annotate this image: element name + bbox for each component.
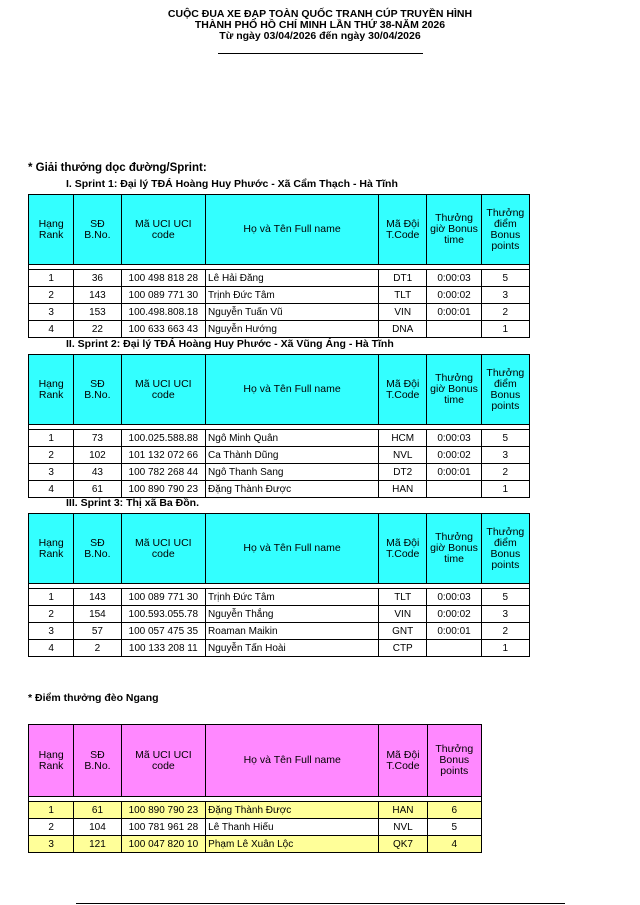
- team-cell: CTP: [379, 640, 427, 657]
- col-time-header: Thưởng giờ Bonus time: [427, 195, 481, 265]
- table-row: [29, 287, 530, 304]
- uci-cell: 100.498.808.18: [121, 304, 206, 321]
- sprint-title: I. Sprint 1: Đại lý TĐÁ Hoàng Huy Phước - Xã Cẩm Thạch - Hà Tĩnh: [66, 178, 398, 190]
- rank-cell: 3: [29, 623, 74, 640]
- name-cell: Nguyễn Thắng: [206, 606, 379, 623]
- table-row: [29, 481, 530, 498]
- table-row: [29, 836, 482, 853]
- bonus-time-cell: 0:00:01: [427, 464, 481, 481]
- name-cell: Trịnh Đức Tâm: [206, 589, 379, 606]
- team-cell: QK7: [379, 836, 427, 853]
- uci-cell: 100 781 961 28: [121, 819, 206, 836]
- bonus-time-cell: 0:00:02: [427, 447, 481, 464]
- bib-cell: 61: [74, 481, 121, 498]
- kom-section-title: * Điểm thưởng đèo Ngang: [28, 692, 159, 704]
- col-team-header: Mã Đội T.Code: [379, 514, 427, 584]
- bib-cell: 154: [74, 606, 121, 623]
- header-divider: [218, 53, 423, 54]
- rank-cell: 3: [29, 304, 74, 321]
- bib-cell: 121: [74, 836, 121, 853]
- team-cell: VIN: [379, 606, 427, 623]
- bonus-points-cell: 5: [481, 270, 529, 287]
- kom-table: [28, 724, 482, 853]
- col-bib-header: SĐ B.No.: [74, 725, 121, 797]
- name-cell: Đặng Thành Được: [206, 481, 379, 498]
- table-row: [29, 640, 530, 657]
- col-rank-header: Hạng Rank: [29, 725, 74, 797]
- sprint-table-header: [29, 514, 530, 584]
- bonus-points-cell: 3: [481, 287, 529, 304]
- col-points-header: Thưởng điểm Bonus points: [481, 514, 529, 584]
- bib-cell: 102: [74, 447, 121, 464]
- event-title: CUỘC ĐUA XE ĐẠP TOÀN QUỐC TRANH CÚP TRUYỀN HÌNH: [167, 8, 473, 20]
- bonus-points-cell: 5: [481, 430, 529, 447]
- team-cell: VIN: [379, 304, 427, 321]
- name-cell: Nguyễn Hướng: [206, 321, 379, 338]
- col-team-header: Mã Đội T.Code: [379, 725, 427, 797]
- name-cell: Ngô Thanh Sang: [206, 464, 379, 481]
- col-uci-header: Mã UCI UCI code: [121, 514, 206, 584]
- name-cell: Lê Hải Đăng: [206, 270, 379, 287]
- bonus-points-cell: 1: [481, 321, 529, 338]
- col-name-header: Họ và Tên Full name: [206, 195, 379, 265]
- col-points-header: Thưởng Bonus points: [427, 725, 481, 797]
- rank-cell: 4: [29, 640, 74, 657]
- uci-cell: 100.593.055.78: [121, 606, 206, 623]
- sprint-table-header: [29, 195, 530, 265]
- col-team-header: Mã Đội T.Code: [379, 355, 427, 425]
- name-cell: Phạm Lê Xuân Lộc: [206, 836, 379, 853]
- table-row: [29, 321, 530, 338]
- col-points-header: Thưởng điểm Bonus points: [481, 355, 529, 425]
- event-subtitle: THÀNH PHỐ HỒ CHÍ MINH LẦN THỨ 38-NĂM 2026: [194, 19, 446, 31]
- bib-cell: 73: [74, 430, 121, 447]
- uci-cell: 100 633 663 43: [121, 321, 206, 338]
- rank-cell: 2: [29, 819, 74, 836]
- bonus-points-cell: 5: [481, 589, 529, 606]
- bib-cell: 22: [74, 321, 121, 338]
- sprint-title: III. Sprint 3: Thị xã Ba Đồn.: [66, 497, 200, 509]
- bonus-time-cell: 0:00:03: [427, 589, 481, 606]
- bonus-points-cell: 1: [481, 481, 529, 498]
- col-rank-header: Hạng Rank: [29, 195, 74, 265]
- col-name-header: Họ và Tên Full name: [206, 514, 379, 584]
- rank-cell: 1: [29, 270, 74, 287]
- col-name-header: Họ và Tên Full name: [206, 725, 379, 797]
- bonus-time-cell: 0:00:02: [427, 606, 481, 623]
- name-cell: Nguyễn Tấn Hoài: [206, 640, 379, 657]
- bib-cell: 43: [74, 464, 121, 481]
- rank-cell: 4: [29, 321, 74, 338]
- bonus-time-cell: 0:00:01: [427, 623, 481, 640]
- rank-cell: 3: [29, 464, 74, 481]
- team-cell: HCM: [379, 430, 427, 447]
- col-bib-header: SĐ B.No.: [74, 355, 121, 425]
- rank-cell: 2: [29, 287, 74, 304]
- uci-cell: 100 890 790 23: [121, 481, 206, 498]
- uci-cell: 100 133 208 11: [121, 640, 206, 657]
- name-cell: Roaman Maikin: [206, 623, 379, 640]
- table-row: [29, 430, 530, 447]
- name-cell: Lê Thanh Hiếu: [206, 819, 379, 836]
- rank-cell: 1: [29, 802, 74, 819]
- bib-cell: 143: [74, 589, 121, 606]
- table-row: [29, 270, 530, 287]
- name-cell: Đặng Thành Được: [206, 802, 379, 819]
- bonus-time-cell: 0:00:03: [427, 270, 481, 287]
- col-rank-header: Hạng Rank: [29, 355, 74, 425]
- bib-cell: 2: [74, 640, 121, 657]
- uci-cell: 100 498 818 28: [121, 270, 206, 287]
- sprint-table: [28, 194, 530, 338]
- team-cell: DNA: [379, 321, 427, 338]
- team-cell: HAN: [379, 481, 427, 498]
- uci-cell: 100 047 820 10: [121, 836, 206, 853]
- col-uci-header: Mã UCI UCI code: [121, 195, 206, 265]
- rank-cell: 4: [29, 481, 74, 498]
- team-cell: TLT: [379, 287, 427, 304]
- col-team-header: Mã Đội T.Code: [379, 195, 427, 265]
- team-cell: TLT: [379, 589, 427, 606]
- sprint-title: II. Sprint 2: Đại lý TĐÁ Hoàng Huy Phước - Xã Vũng Áng - Hà Tĩnh: [66, 338, 394, 350]
- sprint-table: [28, 354, 530, 498]
- rank-cell: 2: [29, 606, 74, 623]
- bib-cell: 143: [74, 287, 121, 304]
- name-cell: Trịnh Đức Tâm: [206, 287, 379, 304]
- name-cell: Ngô Minh Quân: [206, 430, 379, 447]
- bonus-time-cell: 0:00:03: [427, 430, 481, 447]
- event-dates: Từ ngày 03/04/2026 đến ngày 30/04/2026: [219, 30, 421, 42]
- bonus-points-cell: 2: [481, 464, 529, 481]
- bonus-points-cell: 5: [427, 819, 481, 836]
- bonus-time-cell: [427, 321, 481, 338]
- uci-cell: 100 057 475 35: [121, 623, 206, 640]
- team-cell: GNT: [379, 623, 427, 640]
- table-row: [29, 802, 482, 819]
- kom-table-header: [29, 725, 482, 797]
- uci-cell: 100 890 790 23: [121, 802, 206, 819]
- uci-cell: 100 089 771 30: [121, 589, 206, 606]
- table-row: [29, 447, 530, 464]
- rank-cell: 1: [29, 430, 74, 447]
- uci-cell: 100.025.588.88: [121, 430, 206, 447]
- bonus-time-cell: 0:00:01: [427, 304, 481, 321]
- bib-cell: 153: [74, 304, 121, 321]
- rank-cell: 2: [29, 447, 74, 464]
- sprint-table-header: [29, 355, 530, 425]
- sprint-table: [28, 513, 530, 657]
- bonus-points-cell: 2: [481, 623, 529, 640]
- col-rank-header: Hạng Rank: [29, 514, 74, 584]
- table-row: [29, 464, 530, 481]
- col-name-header: Họ và Tên Full name: [206, 355, 379, 425]
- col-uci-header: Mã UCI UCI code: [121, 355, 206, 425]
- bonus-time-cell: [427, 481, 481, 498]
- bib-cell: 61: [74, 802, 121, 819]
- bonus-points-cell: 3: [481, 606, 529, 623]
- col-bib-header: SĐ B.No.: [74, 195, 121, 265]
- bonus-points-cell: 3: [481, 447, 529, 464]
- col-time-header: Thưởng giờ Bonus time: [427, 514, 481, 584]
- team-cell: DT1: [379, 270, 427, 287]
- bonus-points-cell: 2: [481, 304, 529, 321]
- bib-cell: 57: [74, 623, 121, 640]
- sprint-section-title: * Giải thưởng dọc đường/Sprint:: [28, 162, 207, 174]
- team-cell: NVL: [379, 447, 427, 464]
- col-points-header: Thưởng điểm Bonus points: [481, 195, 529, 265]
- table-row: [29, 819, 482, 836]
- table-row: [29, 304, 530, 321]
- rank-cell: 1: [29, 589, 74, 606]
- bonus-time-cell: [427, 640, 481, 657]
- bib-cell: 36: [74, 270, 121, 287]
- name-cell: Ca Thành Dũng: [206, 447, 379, 464]
- col-time-header: Thưởng giờ Bonus time: [427, 355, 481, 425]
- rank-cell: 3: [29, 836, 74, 853]
- bonus-points-cell: 1: [481, 640, 529, 657]
- bonus-points-cell: 4: [427, 836, 481, 853]
- footer-divider: [76, 903, 565, 904]
- team-cell: DT2: [379, 464, 427, 481]
- table-row: [29, 606, 530, 623]
- uci-cell: 100 089 771 30: [121, 287, 206, 304]
- bib-cell: 104: [74, 819, 121, 836]
- bonus-points-cell: 6: [427, 802, 481, 819]
- team-cell: NVL: [379, 819, 427, 836]
- col-uci-header: Mã UCI UCI code: [121, 725, 206, 797]
- team-cell: HAN: [379, 802, 427, 819]
- uci-cell: 101 132 072 66: [121, 447, 206, 464]
- col-bib-header: SĐ B.No.: [74, 514, 121, 584]
- bonus-time-cell: 0:00:02: [427, 287, 481, 304]
- uci-cell: 100 782 268 44: [121, 464, 206, 481]
- name-cell: Nguyễn Tuấn Vũ: [206, 304, 379, 321]
- table-row: [29, 589, 530, 606]
- table-row: [29, 623, 530, 640]
